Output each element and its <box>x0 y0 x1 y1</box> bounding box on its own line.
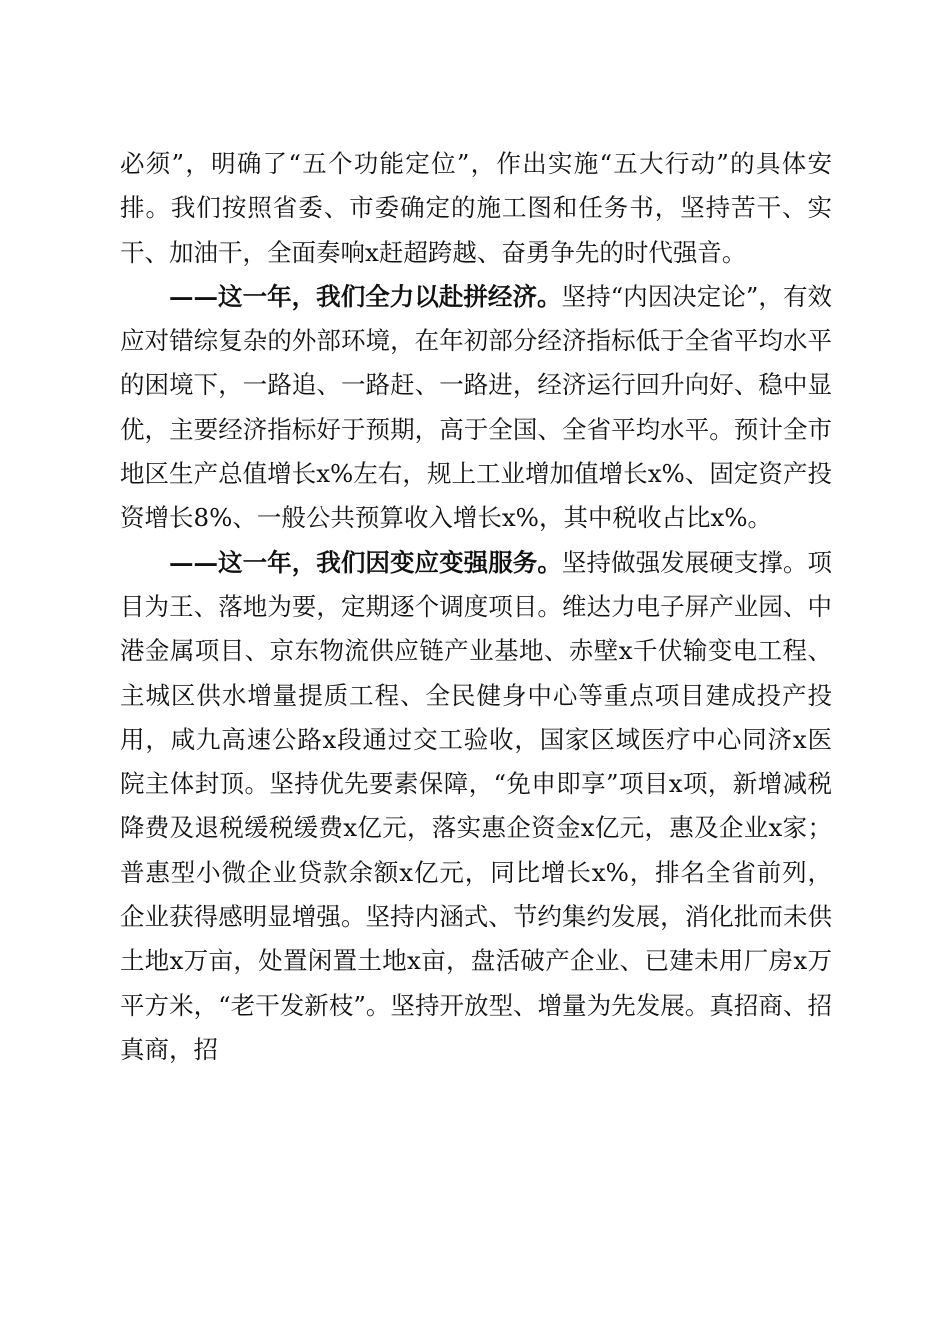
document-body <box>120 142 832 1072</box>
paragraph-lead-heading: ——这一年，我们因变应变强服务。 <box>169 547 562 577</box>
paragraph-service <box>120 541 832 1073</box>
paragraph-continuation <box>120 142 832 275</box>
paragraph-text: 必须”，明确了“五个功能定位”，作出实施“五大行动”的具体安排。我们按照省委、市委确定的施工图和任务书，坚持苦干、实干、加油干，全面奏响x赶超跨越、奋勇争先的时代强音。 <box>120 149 832 267</box>
paragraph-text: 坚持做强发展硬支撑。项目为王、落地为要，定期逐个调度项目。维达力电子屏产业园、中港金属项目、京东物流供应链产业基地、赤壁x千伏输变电工程、主城区供水增量提质工程、全民健身中心等重点项目建成投产投用，咸九高速公路x段通过交工验收，国家区域医疗中心同济x医院主体封顶。坚持优先要素保障，“免申即享”项目x项，新增减税降费及退税缓税缓费x亿元，落实惠企资金x亿元，惠及企业x家；普惠型小微企业贷款余额x亿元，同比增长x%，排名全省前列，企业获得感明显增强。坚持内涵式、节约集约发展，消化批而未供土地x万亩，处置闲置土地x亩，盘活破产企业、已建未用厂房x万平方米，“老干发新枝”。坚持开放型、增量为先发展。真招商、招真商，招 <box>120 547 833 1064</box>
paragraph-text: 坚持“内因决定论”，有效应对错综复杂的外部环境，在年初部分经济指标低于全省平均水平的困境下，一路追、一路赶、一路进，经济运行回升向好、稳中显优，主要经济指标好于预期，高于全国、全省平均水平。预计全市地区生产总值增长x%左右，规上工业增加值增长x%、固定资产投资增长8%、一般公共预算收入增长x%，其中税收占比x%。 <box>120 281 832 533</box>
paragraph-lead-heading: ——这一年，我们全力以赴拼经济。 <box>169 281 562 311</box>
paragraph-economy <box>120 275 832 541</box>
